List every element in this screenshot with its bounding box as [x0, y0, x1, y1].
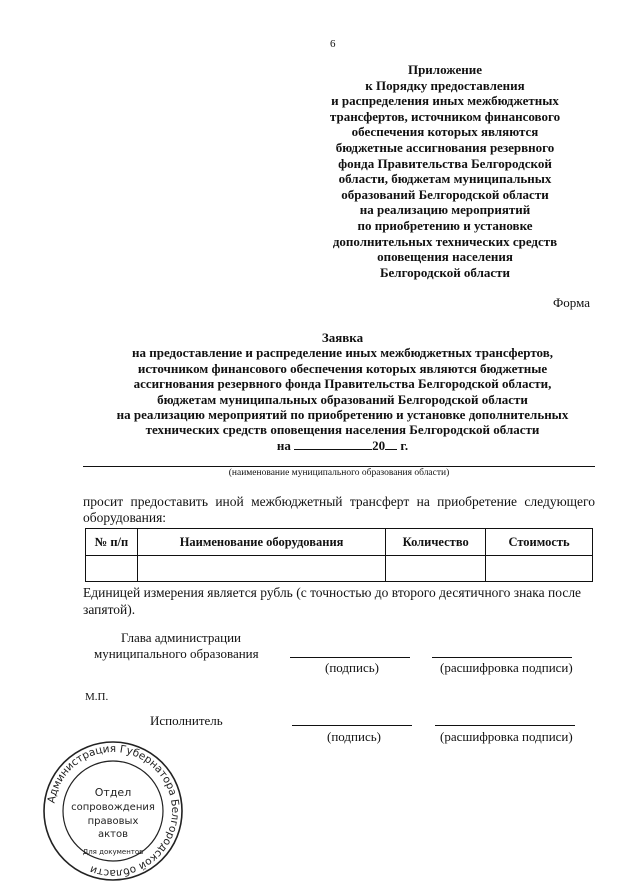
appendix-line: трансфертов, источником финансового — [329, 108, 561, 124]
stamp-bottom-text: Для документов — [82, 848, 144, 856]
unit-note: Единицей измерения является рубль (с точностью до второго десятичного знака после запятой). — [83, 585, 582, 617]
head-signature-field[interactable] — [290, 657, 410, 658]
request-line: технических средств оповещения населения Белгородской области — [145, 422, 540, 438]
executor-title: Исполнитель — [150, 713, 223, 728]
page-number: 6 — [330, 38, 336, 50]
executor-decoding-field[interactable] — [435, 725, 575, 726]
table-header-row — [86, 529, 593, 556]
request-body-text: просит предоставить иной межбюджетный трансферт на приобретение следующего оборудования: — [83, 494, 595, 525]
request-line: бюджетам муниципальных образований Белгородской области — [157, 391, 528, 407]
appendix-line: оповещения населения — [377, 249, 513, 265]
request-line: ассигнования резервного фонда Правительства Белгородской области, — [133, 376, 552, 392]
appendix-line: Приложение — [407, 62, 483, 77]
request-line: на реализацию мероприятий по приобретению и установке дополнительных — [116, 407, 569, 423]
stamp-ring-text: Администрация Губернатора Белгородской области — [45, 742, 182, 880]
column-header: Количество — [386, 529, 486, 556]
executor-signature-caption: (подпись) — [327, 729, 381, 744]
year-blank-field[interactable] — [385, 438, 397, 450]
appendix-line: к Порядку предоставления — [365, 77, 525, 93]
appendix-line: фонда Правительства Белгородской — [338, 155, 552, 171]
stamp-inner-line: правовых — [87, 816, 139, 827]
equipment-table — [85, 528, 593, 582]
column-header: № п/п — [86, 529, 138, 556]
appendix-header — [300, 62, 590, 280]
executor-signature-field[interactable] — [292, 725, 412, 726]
request-title: Заявка — [321, 330, 364, 345]
table-row — [86, 556, 593, 582]
appendix-line: дополнительных технических средств — [332, 233, 558, 249]
appendix-line: области, бюджетам муниципальных — [338, 171, 552, 187]
table-cell[interactable] — [486, 556, 593, 582]
table-cell[interactable] — [386, 556, 486, 582]
table-cell[interactable] — [86, 556, 138, 582]
form-label: Форма — [553, 295, 590, 310]
head-title-line2: муниципального образования — [94, 646, 259, 661]
municipality-name-field[interactable] — [83, 466, 595, 467]
seal-label: М.П. — [85, 691, 109, 703]
stamp-inner-line: Отдел — [94, 786, 132, 799]
appendix-line: образований Белгородской области — [341, 186, 549, 202]
date-blank-field[interactable] — [294, 438, 372, 450]
column-header: Стоимость — [486, 529, 593, 556]
request-title-block — [80, 330, 605, 453]
date-prefix: на — [276, 437, 291, 453]
head-signature-caption: (подпись) — [325, 660, 379, 675]
appendix-line: по приобретению и установке — [357, 217, 533, 233]
request-date-line — [80, 438, 605, 453]
appendix-line: бюджетные ассигнования резервного — [335, 139, 555, 155]
stamp-inner-line: сопровождения — [71, 802, 155, 813]
appendix-line: обеспечения которых являются — [351, 124, 539, 140]
executor-decoding-caption: (расшифровка подписи) — [440, 729, 573, 744]
request-line: на предоставление и распределение иных межбюджетных трансфертов, — [131, 345, 553, 361]
department-stamp — [42, 740, 184, 882]
date-suffix: г. — [400, 437, 409, 453]
request-line: источником финансового обеспечения которых являются бюджетные — [137, 360, 548, 376]
head-decoding-caption: (расшифровка подписи) — [440, 660, 573, 675]
head-decoding-field[interactable] — [432, 657, 572, 658]
head-title-line1: Глава администрации — [121, 630, 242, 645]
date-year: 20 — [372, 437, 386, 453]
stamp-inner-line: актов — [97, 829, 129, 840]
appendix-line: и распределения иных межбюджетных — [331, 93, 559, 109]
table-cell[interactable] — [137, 556, 385, 582]
municipality-caption: (наименование муниципального образования области) — [228, 468, 450, 478]
appendix-line: Белгородской области — [379, 264, 511, 280]
column-header: Наименование оборудования — [137, 529, 385, 556]
appendix-line: на реализацию мероприятий — [359, 202, 531, 218]
